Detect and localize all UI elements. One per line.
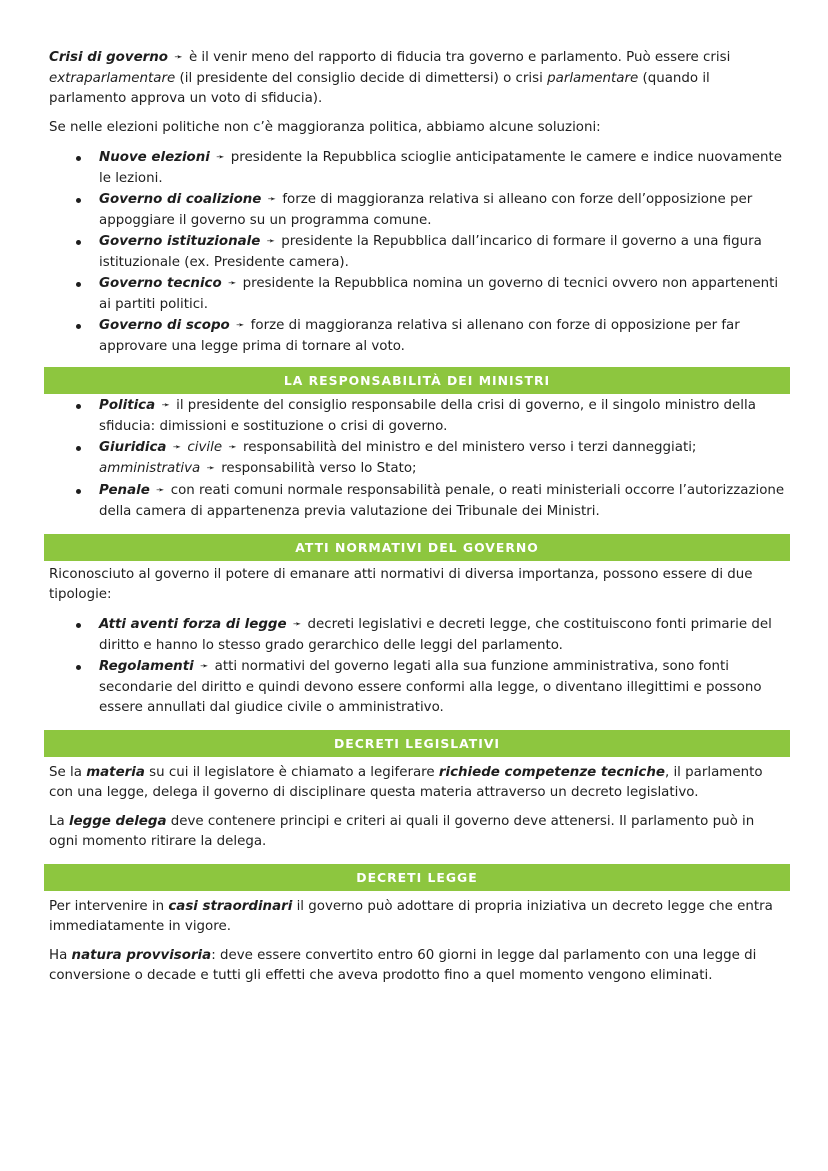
section-banner-decreti-legislativi: DECRETI LEGISLATIVI [44,730,790,757]
elezioni-intro: Se nelle elezioni politiche non c’è maggioranza politica, abbiamo alcune soluzioni: [49,120,601,135]
arrow-icon: ➛ [267,194,277,205]
list-item [49,615,785,656]
term-natura-provvisoria: natura provvisoria [71,948,212,963]
text: il governo può adottare di propria iniziativa un decreto legge che entra immediatamente in vigore. [49,899,773,934]
text: decreti legislativi e decreti legge, che costituiscono fonti primarie del diritto e hanno lo stesso grado gerarchico delle leggi del parlamento. [99,617,772,653]
responsabilita-list [49,396,785,522]
text: responsabilità del ministro e del ministero verso i terzi danneggiati; [243,440,697,455]
list-item [49,316,785,357]
atti-list [49,615,785,718]
decreti-legislativi-p1 [49,763,785,803]
list-item [49,190,785,231]
term: Governo di scopo [99,318,230,333]
term-crisi: Crisi di governo [49,50,169,65]
term-extraparlamentare: extraparlamentare [49,71,176,86]
term: Governo tecnico [99,276,222,291]
arrow-icon: ➛ [266,236,275,247]
arrow-icon: ➛ [228,442,237,453]
arrow-icon: ➛ [236,320,245,331]
section-banner-responsabilita: LA RESPONSABILITÀ DEI MINISTRI [44,367,790,394]
arrow-icon: ➛ [174,52,183,63]
term: Governo istituzionale [99,234,261,249]
text: su cui il legislatore è chiamato a legiferare [149,765,435,780]
text: : deve essere convertito entro 60 giorni in legge dal parlamento con una legge di conversione o decade e tutti gli effetti che aveva prodotto fino a quel momento vengono eliminati. [49,948,757,983]
text: Ha [49,948,68,963]
term-legge-delega: legge delega [68,814,167,829]
section-banner-decreti-legge: DECRETI LEGGE [44,864,790,891]
term: Giuridica [99,440,167,455]
crisi-paragraph [49,48,785,109]
text: Per intervenire in [49,899,165,914]
term: Penale [99,483,150,498]
term-civile: civile [187,440,223,455]
text: forze di maggioranza relativa si alleano con forze dell’opposizione per appoggiare il governo su un programma comune. [99,192,753,228]
list-item [49,148,785,189]
text: il presidente del consiglio responsabile della crisi di governo, e il singolo ministro della sfiducia: dimissioni e sostituzione o crisi di governo. [99,398,756,434]
text: (quando il parlamento approva un voto di sfiducia). [49,71,710,106]
decreti-legge-p1 [49,897,785,937]
text: presidente la Repubblica dall’incarico di formare il governo a una figura istituzionale (ex. Presidente camera). [99,234,762,270]
term-richiede: richiede competenze tecniche [438,765,665,780]
atti-intro: Riconosciuto al governo il potere di emanare atti normativi di diversa importanza, possono essere di due tipologie: [49,567,753,602]
list-item [49,438,785,480]
text: , il parlamento con una legge, delega il governo di disciplinare questa materia attraverso un decreto legislativo. [49,765,763,800]
text: forze di maggioranza relativa si allenano con forze di opposizione per far approvare una legge prima di tornare al voto. [99,318,740,354]
list-item [49,274,785,315]
decreti-legislativi-p2 [49,812,785,852]
term: Atti aventi forza di legge [99,617,287,632]
text: deve contenere principi e criteri ai quali il governo deve attenersi. Il parlamento può in ogni momento ritirare la delega. [49,814,755,849]
text: Se la [49,765,82,780]
term-materia: materia [86,765,145,780]
text: con reati comuni normale responsabilità penale, o reati ministeriali occorre l’autorizzazione della camera di appartenenza previa valutazione dei Tribunale dei Ministri. [99,483,785,519]
list-item [49,396,785,437]
term-amministrativa: amministrativa [99,461,201,476]
term: Regolamenti [99,659,194,674]
term: Governo di coalizione [99,192,262,207]
term-parlamentare: parlamentare [547,71,639,86]
arrow-icon: ➛ [227,278,237,289]
arrow-icon: ➛ [161,400,170,411]
text: La [49,814,65,829]
arrow-icon: ➛ [156,485,165,496]
list-item [49,232,785,273]
term: Politica [99,398,156,413]
term-casi-straordinari: casi straordinari [168,899,293,914]
list-item [49,657,785,718]
term: Nuove elezioni [99,150,210,165]
soluzioni-list [49,148,785,357]
arrow-icon: ➛ [206,463,215,474]
list-item [49,481,785,522]
text: atti normativi del governo legati alla sua funzione amministrativa, sono fonti secondarie del diritto e quindi devono essere conformi alla legge, o diventano illegittimi e possono essere annullati dal giudice civile o amministrativo. [99,659,762,715]
text: presidente la Repubblica scioglie anticipatamente le camere e indice nuovamente le lezioni. [99,150,783,186]
text: (il presidente del consiglio decide di dimettersi) o crisi [179,71,543,86]
arrow-icon: ➛ [172,442,182,453]
arrow-icon: ➛ [199,661,209,672]
text: è il venir meno del rapporto di fiducia tra governo e parlamento. Può essere crisi [188,50,731,65]
text: responsabilità verso lo Stato; [221,461,417,476]
section-banner-atti: ATTI NORMATIVI DEL GOVERNO [44,534,790,561]
text: presidente la Repubblica nomina un governo di tecnici ovvero non appartenenti ai partiti politici. [99,276,779,312]
document-content [49,48,785,995]
arrow-icon: ➛ [216,152,225,163]
arrow-icon: ➛ [292,619,302,630]
decreti-legge-p2 [49,946,785,986]
